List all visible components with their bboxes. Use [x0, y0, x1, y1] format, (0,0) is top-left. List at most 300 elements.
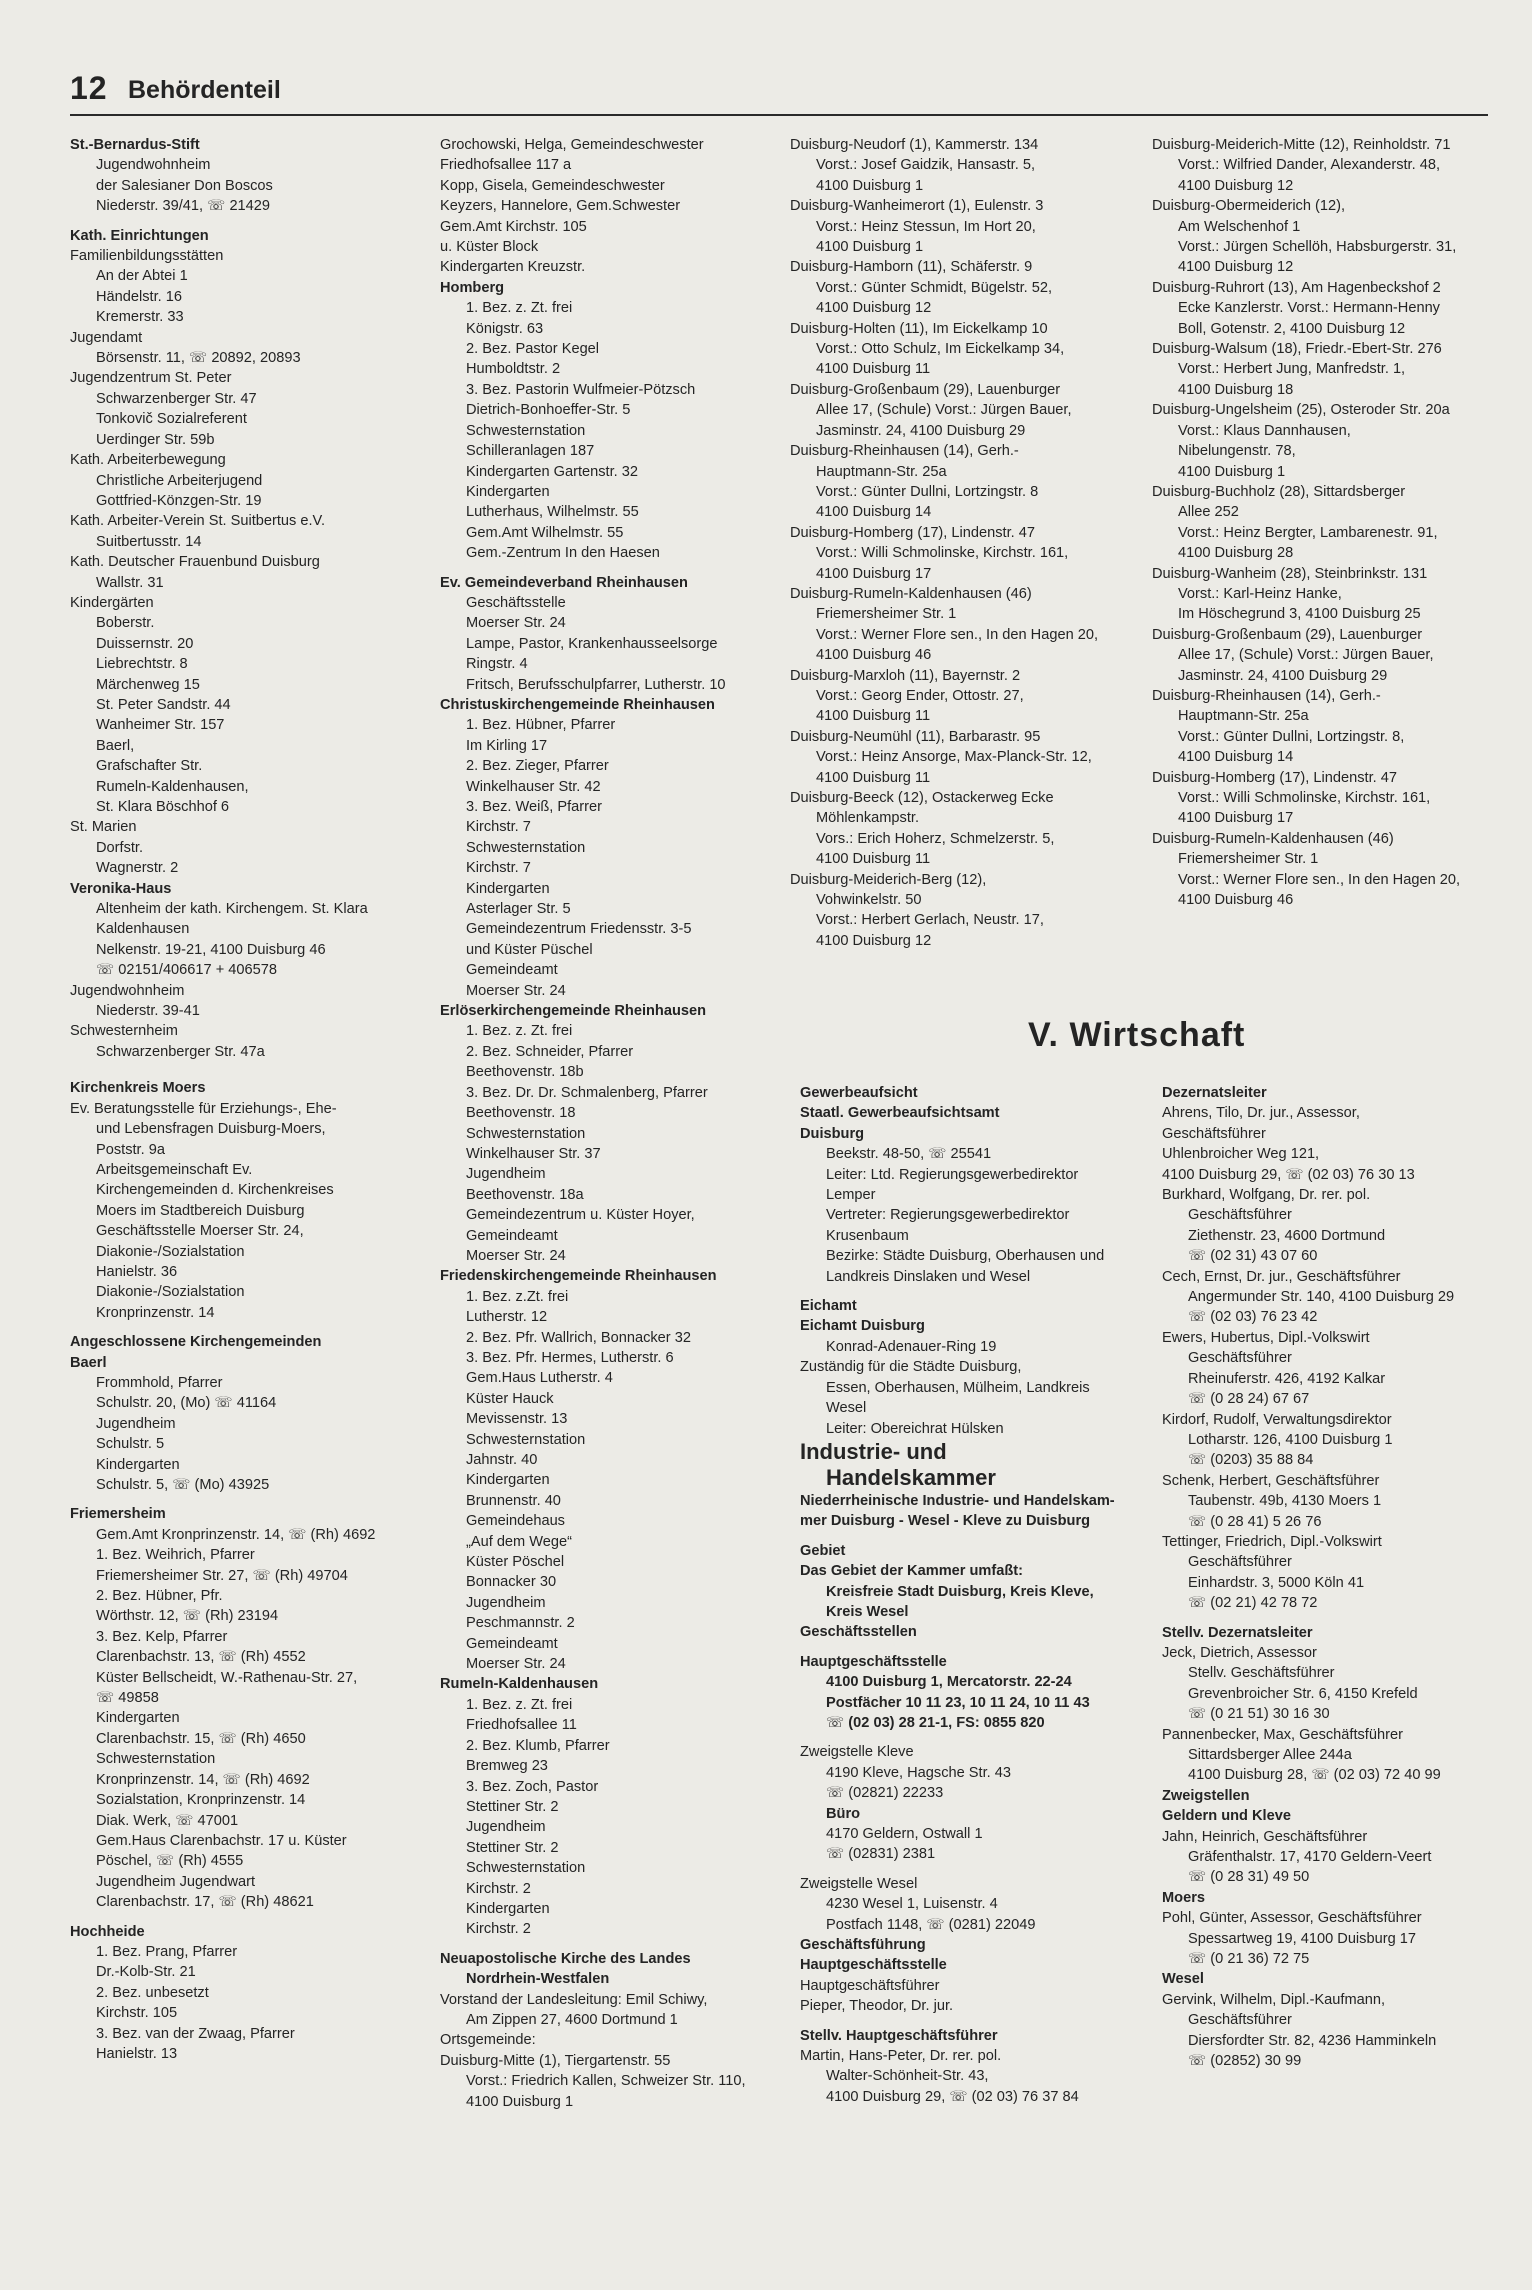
entry-line: 3. Bez. Weiß, Pfarrer	[466, 799, 602, 815]
column-1	[70, 135, 445, 2285]
entry-line: Kirchstr. 2	[466, 1880, 531, 1897]
entry-line: Lotharstr. 126, 4100 Duisburg 1	[1188, 1431, 1393, 1448]
entry-line: Duisburg-Meiderich-Mitte (12), Reinholdstr. 71	[1152, 137, 1451, 153]
entry-line: 4100 Duisburg 17	[1178, 810, 1294, 827]
entry-line: Gottfried-Könzgen-Str. 19	[96, 492, 262, 509]
spacer	[70, 1323, 445, 1332]
entry-line: Küster Hauck	[466, 1390, 554, 1407]
entry-line: Vorst.: Werner Flore sen., In den Hagen 20,	[816, 626, 1099, 643]
entry-line: 4100 Duisburg 18	[1178, 381, 1294, 398]
entry-line: Duisburg-Rheinhausen (14), Gerh.-	[790, 443, 1019, 460]
entry-line: Kindergarten	[96, 1710, 180, 1727]
entry-line: Spessartweg 19, 4100 Duisburg 17	[1188, 1930, 1416, 1947]
entry-line: Friemersheimer Str. 27, ☏ (Rh) 49704	[96, 1567, 348, 1584]
entry-line: Geschäftsstelle	[466, 594, 566, 611]
entry-line: Landkreis Dinslaken und Wesel	[826, 1268, 1031, 1285]
entry-line: Gemeindeamt	[466, 962, 558, 979]
spacer	[440, 1940, 785, 1949]
entry-line: Am Welschenhof 1	[1178, 218, 1301, 235]
spacer	[70, 1495, 445, 1504]
entry-line: Taubenstr. 49b, 4130 Moers 1	[1188, 1493, 1382, 1510]
entry-line: Tettinger, Friedrich, Dipl.-Volkswirt	[1162, 1533, 1382, 1550]
entry-line: Vorst.: Günter Dullni, Lortzingstr. 8,	[1178, 728, 1405, 745]
entry-line: Im Höschegrund 3, 4100 Duisburg 25	[1178, 606, 1421, 623]
entry-line: Kaldenhausen	[96, 921, 190, 938]
entry-line: Moerser Str. 24	[466, 982, 566, 999]
entry-line: Konrad-Adenauer-Ring 19	[826, 1338, 997, 1355]
entry-line: Grevenbroicher Str. 6, 4150 Krefeld	[1188, 1685, 1418, 1702]
entry-line: Vorst.: Josef Gaidzik, Hansastr. 5,	[816, 157, 1035, 174]
entry-line: ☏ (0 21 51) 30 16 30	[1188, 1706, 1330, 1723]
entry-line: 4100 Duisburg 11	[816, 361, 931, 378]
entry-line: Friedhofsallee 117 a	[440, 157, 572, 174]
entry-line: Schenk, Herbert, Geschäftsführer	[1162, 1472, 1380, 1489]
entry-line: 1. Bez. Hübner, Pfarrer	[466, 717, 616, 734]
entry-line: Niederstr. 39/41, ☏ 21429	[96, 198, 271, 215]
entry-line: Schilleranlagen 187	[466, 443, 595, 460]
entry-line: Königstr. 63	[466, 320, 544, 337]
entry-line: Friemersheimer Str. 1	[816, 606, 957, 623]
entry-line: ☏ (0 21 36) 72 75	[1188, 1951, 1310, 1968]
entry-line: Märchenweg 15	[96, 676, 200, 693]
entry-line: Hauptgeschäftsführer	[800, 1977, 940, 1994]
entry-line: Pöschel, ☏ (Rh) 4555	[96, 1853, 244, 1870]
entry-line: 4100 Duisburg 1	[816, 239, 924, 256]
entry-line: St. Marien	[70, 819, 137, 836]
entry-line: ☏ (02 21) 42 78 72	[1188, 1595, 1318, 1612]
entry-line: Schwesternstation	[466, 1860, 586, 1877]
entry-line: 3. Bez. Pastorin Wulfmeier-Pötzsch	[466, 381, 696, 398]
entry-line: Vorst.: Günter Dullni, Lortzingstr. 8	[816, 483, 1039, 500]
entry-line: Altenheim der kath. Kirchengem. St. Klara	[96, 901, 368, 918]
entry-line: Gem.Amt Wilhelmstr. 55	[466, 524, 624, 541]
column-3	[790, 135, 1155, 995]
entry-heading: Gewerbeaufsicht	[800, 1085, 918, 1101]
entry-line: Burkhard, Wolfgang, Dr. rer. pol.	[1162, 1187, 1371, 1204]
entry-line: Jugendheim	[466, 1594, 546, 1611]
entry-line: Jugendheim	[466, 1166, 546, 1183]
entry-line: Kindergärten	[70, 594, 154, 611]
entry-line: Kopp, Gisela, Gemeindeschwester	[440, 177, 665, 194]
entry-heading: Erlöserkirchengemeinde Rheinhausen	[440, 1003, 707, 1020]
entry-line: 4100 Duisburg 12	[1178, 259, 1294, 276]
entry-line: Lampe, Pastor, Krankenhausseelsorge	[466, 635, 718, 652]
entry-heading: Niederrheinische Industrie- und Handelskam-	[800, 1492, 1115, 1509]
entry-heading: Industrie- und	[800, 1438, 947, 1464]
entry-line: ☏ (02 03) 76 23 42	[1188, 1309, 1318, 1326]
column-2	[440, 135, 785, 2285]
entry-line: Winkelhauser Str. 42	[466, 778, 601, 795]
entry-line: ☏ (0 28 24) 67 67	[1188, 1391, 1310, 1408]
entry-line: 4100 Duisburg 11	[816, 708, 931, 725]
entry-heading: Hochheide	[70, 1923, 145, 1940]
entry-line: Moerser Str. 24	[466, 1247, 566, 1264]
entry-line: Gem.Amt Kronprinzenstr. 14, ☏ (Rh) 4692	[96, 1526, 376, 1543]
entry-line: Gem.Haus Lutherstr. 4	[466, 1370, 613, 1387]
entry-line: Kirchstr. 105	[96, 2005, 178, 2022]
entry-line: Beethovenstr. 18	[466, 1105, 576, 1122]
entry-line: Bremweg 23	[466, 1758, 548, 1775]
entry-line: Ewers, Hubertus, Dipl.-Volkswirt	[1162, 1329, 1370, 1346]
entry-heading: Dezernatsleiter	[1162, 1085, 1267, 1101]
entry-line: 3. Bez. Pfr. Hermes, Lutherstr. 6	[466, 1349, 674, 1366]
entry-heading: Kath. Einrichtungen	[70, 227, 209, 244]
entry-line: 1. Bez. Prang, Pfarrer	[96, 1943, 238, 1960]
entry-line: Poststr. 9a	[96, 1141, 165, 1158]
entry-line: Zweigstelle Wesel	[800, 1875, 918, 1892]
entry-line: 2. Bez. Zieger, Pfarrer	[466, 758, 609, 775]
entry-line: Grochowski, Helga, Gemeindeschwester	[440, 137, 704, 153]
entry-line: Nibelungenstr. 78,	[1178, 443, 1296, 460]
entry-line: Möhlenkampstr.	[816, 810, 920, 827]
entry-line: Tonkovič Sozialreferent	[96, 411, 247, 428]
entry-line: Gemeindeamt	[466, 1227, 558, 1244]
entry-line: Sittardsberger Allee 244a	[1188, 1747, 1352, 1763]
entry-line: 4100 Duisburg 1	[466, 2093, 574, 2110]
entry-line: Jugendheim	[96, 1415, 176, 1432]
entry-line: Vorst.: Heinz Bergter, Lambarenestr. 91,	[1178, 524, 1438, 541]
entry-line: Gemeindehaus	[466, 1513, 565, 1530]
entry-line: Angermunder Str. 140, 4100 Duisburg 29	[1188, 1289, 1455, 1306]
spacer	[70, 1913, 445, 1922]
entry-heading: Geschäftsführung	[800, 1937, 926, 1954]
entry-line: Geschäftsführer	[1188, 1207, 1292, 1224]
entry-line: 2. Bez. unbesetzt	[96, 1984, 209, 2001]
entry-heading: St.-Bernardus-Stift	[70, 137, 200, 153]
entry-line: Krusenbaum	[826, 1227, 909, 1244]
entry-line: und Küster Püschel	[466, 941, 593, 958]
entry-line: Am Zippen 27, 4600 Dortmund 1	[466, 2011, 678, 2028]
entry-line: 2. Bez. Hübner, Pfr.	[96, 1588, 223, 1605]
spacer	[800, 1643, 1140, 1652]
entry-line: Vorst.: Wilfried Dander, Alexanderstr. 48,	[1178, 157, 1441, 174]
entry-line: Duisburg-Neudorf (1), Kammerstr. 134	[790, 137, 1039, 153]
entry-line: ☏ (0 28 41) 5 26 76	[1188, 1513, 1322, 1530]
page-header	[70, 70, 1488, 116]
entry-line: ☏ (0203) 35 88 84	[1188, 1452, 1314, 1469]
entry-line: Kindergarten	[466, 1900, 550, 1917]
entry-heading: Nordrhein-Westfalen	[466, 1971, 610, 1988]
entry-heading: Ev. Gemeindeverband Rheinhausen	[440, 574, 688, 591]
entry-line: Wesel	[826, 1400, 867, 1417]
entry-line: Nelkenstr. 19-21, 4100 Duisburg 46	[96, 941, 326, 958]
page-number: 12	[70, 70, 108, 106]
entry-line: Allee 252	[1178, 504, 1239, 521]
entry-line: Lutherstr. 12	[466, 1309, 548, 1326]
entry-line: Jeck, Dietrich, Assessor	[1162, 1644, 1317, 1661]
entry-line: Vorst.: Otto Schulz, Im Eickelkamp 34,	[816, 341, 1065, 358]
entry-heading: Stellv. Dezernatsleiter	[1162, 1624, 1313, 1641]
entry-line: Vorst.: Georg Ender, Ottostr. 27,	[816, 687, 1024, 704]
entry-line: Hanielstr. 13	[96, 2045, 178, 2062]
entry-line: Clarenbachstr. 13, ☏ (Rh) 4552	[96, 1649, 306, 1666]
entry-line: ☏ 02151/406617 + 406578	[96, 962, 277, 979]
entry-line: Schwesternstation	[466, 422, 586, 439]
entry-line: Moerser Str. 24	[466, 615, 566, 632]
entry-line: Duisburg-Mitte (1), Tiergartenstr. 55	[440, 2052, 671, 2069]
entry-line: Jahnstr. 40	[466, 1452, 538, 1468]
entry-line: Kindergarten	[466, 1472, 550, 1489]
entry-line: Gemeindezentrum u. Küster Hoyer,	[466, 1207, 695, 1224]
entry-line: Zweigstelle Kleve	[800, 1744, 914, 1761]
entry-line: Vorst.: Herbert Gerlach, Neustr. 17,	[816, 912, 1044, 929]
entry-line: Beekstr. 48-50, ☏ 25541	[826, 1146, 992, 1163]
entry-line: Duisburg-Rumeln-Kaldenhausen (46)	[1152, 830, 1394, 847]
entry-line: Frommhold, Pfarrer	[96, 1374, 223, 1391]
entry-line: Moers im Stadtbereich Duisburg	[96, 1202, 305, 1219]
entry-line: St. Peter Sandstr. 44	[96, 696, 231, 713]
entry-line: Beethovenstr. 18b	[466, 1064, 584, 1081]
entry-line: 4100 Duisburg 14	[816, 504, 932, 521]
spacer	[800, 2017, 1140, 2026]
entry-line: Einhardstr. 3, 5000 Köln 41	[1188, 1574, 1365, 1591]
entry-line: 4100 Duisburg 28, ☏ (02 03) 72 40 99	[1188, 1767, 1441, 1784]
entry-line: Jugendzentrum St. Peter	[70, 370, 232, 387]
entry-line: 4100 Duisburg 12	[816, 300, 932, 317]
entry-line: Ziethenstr. 23, 4600 Dortmund	[1188, 1227, 1386, 1244]
entry-line: Ahrens, Tilo, Dr. jur., Assessor,	[1162, 1105, 1360, 1122]
entry-line: Martin, Hans-Peter, Dr. rer. pol.	[800, 2048, 1002, 2065]
entry-heading: ☏ (02 03) 28 21-1, FS: 0855 820	[826, 1714, 1045, 1731]
entry-line: Diak. Werk, ☏ 47001	[96, 1812, 239, 1829]
entry-line: Brunnenstr. 40	[466, 1492, 561, 1509]
entry-line: Jugendheim	[466, 1819, 546, 1836]
entry-line: 2. Bez. Schneider, Pfarrer	[466, 1043, 634, 1060]
entry-line: 2. Bez. Klumb, Pfarrer	[466, 1737, 610, 1754]
entry-line: Schwesternheim	[70, 1023, 178, 1040]
entry-line: Gem.Amt Kirchstr. 105	[440, 218, 587, 235]
entry-line: Gemeindezentrum Friedensstr. 3-5	[466, 921, 692, 938]
entry-line: Jugendheim Jugendwart	[96, 1873, 256, 1890]
column-4	[1152, 135, 1522, 995]
entry-line: Leiter: Obereichrat Hülsken	[826, 1420, 1004, 1437]
entry-line: ☏ (0 28 31) 49 50	[1188, 1869, 1310, 1886]
entry-line: Kath. Arbeiter-Verein St. Suitbertus e.V.	[70, 513, 325, 530]
entry-line: 4190 Kleve, Hagsche Str. 43	[826, 1764, 1011, 1781]
entry-line: 4100 Duisburg 1	[1178, 463, 1286, 480]
entry-heading: Gebiet	[800, 1542, 846, 1559]
entry-line: Arbeitsgemeinschaft Ev.	[96, 1161, 253, 1178]
entry-line: 2. Bez. Pastor Kegel	[466, 341, 600, 358]
entry-line: Duisburg-Marxloh (11), Bayernstr. 2	[790, 667, 1021, 684]
entry-line: Vohwinkelstr. 50	[816, 892, 922, 909]
entry-heading: Christuskirchengemeinde Rheinhausen	[440, 696, 715, 713]
spacer	[440, 564, 785, 573]
entry-line: 4100 Duisburg 14	[1178, 749, 1294, 766]
entry-line: Geschäftsführer	[1188, 2012, 1292, 2029]
entry-line: Jugendwohnheim	[96, 157, 211, 174]
entry-line: Vorst.: Heinz Ansorge, Max-Planck-Str. 12,	[816, 749, 1092, 766]
entry-line: Duisburg-Holten (11), Im Eickelkamp 10	[790, 320, 1048, 337]
entry-line: Duisburg-Meiderich-Berg (12),	[790, 871, 987, 888]
entry-heading: Friedenskirchengemeinde Rheinhausen	[440, 1268, 717, 1285]
entry-line: Schulstr. 5, ☏ (Mo) 43925	[96, 1477, 270, 1493]
entry-heading: Rumeln-Kaldenhausen	[440, 1676, 599, 1693]
entry-line: ☏ (02821) 22233	[826, 1785, 944, 1802]
entry-line: Händelstr. 16	[96, 288, 182, 305]
entry-heading: Hauptgeschäftsstelle	[800, 1653, 947, 1670]
entry-line: Duisburg-Wanheimerort (1), Eulenstr. 3	[790, 198, 1044, 215]
entry-line: 4100 Duisburg 12	[1178, 177, 1294, 194]
entry-heading: Kreisfreie Stadt Duisburg, Kreis Kleve,	[826, 1583, 1094, 1600]
entry-line: Humboldtstr. 2	[466, 361, 561, 378]
entry-line: Diersfordter Str. 82, 4236 Hamminkeln	[1188, 2032, 1437, 2049]
entry-line: Börsenstr. 11, ☏ 20892, 20893	[96, 350, 301, 367]
entry-line: Boll, Gotenstr. 2, 4100 Duisburg 12	[1178, 320, 1406, 337]
entry-line: Duisburg-Beeck (12), Ostackerweg Ecke	[790, 790, 1054, 806]
entry-line: Friemersheimer Str. 1	[1178, 851, 1319, 868]
entry-line: Jasminstr. 24, 4100 Duisburg 29	[816, 422, 1026, 439]
entry-line: Kath. Deutscher Frauenbund Duisburg	[70, 554, 320, 571]
entry-line: Geschäftsführer	[1188, 1554, 1292, 1571]
entry-heading: Zweigstellen	[1162, 1787, 1250, 1804]
entry-line: Duisburg-Großenbaum (29), Lauenburger	[790, 381, 1061, 398]
entry-line: Hanielstr. 36	[96, 1263, 178, 1280]
entry-heading: Eichamt	[800, 1298, 857, 1315]
entry-heading: Homberg	[440, 279, 505, 296]
entry-line: An der Abtei 1	[96, 268, 188, 285]
entry-line: Uhlenbroicher Weg 121,	[1162, 1146, 1320, 1163]
entry-heading: Wesel	[1162, 1971, 1204, 1988]
entry-line: 4100 Duisburg 12	[816, 932, 932, 949]
entry-line: Küster Bellscheidt, W.-Rathenau-Str. 27,	[96, 1669, 358, 1686]
entry-heading: Duisburg	[800, 1125, 865, 1142]
entry-line: Vorstand der Landesleitung: Emil Schiwy,	[440, 1991, 708, 2008]
entry-line: Baerl,	[96, 737, 135, 754]
entry-line: Jugendwohnheim	[70, 982, 185, 999]
entry-line: ☏ (02831) 2381	[826, 1846, 936, 1863]
entry-line: Schwesternstation	[466, 839, 586, 856]
entry-line: Boberstr.	[96, 615, 155, 632]
entry-line: Beethovenstr. 18a	[466, 1186, 584, 1203]
entry-line: Kirchstr. 7	[466, 860, 531, 877]
entry-line: 4100 Duisburg 11	[816, 769, 931, 786]
entry-line: Familienbildungsstätten	[70, 248, 224, 265]
entry-line: 1. Bez. Weihrich, Pfarrer	[96, 1547, 255, 1564]
entry-line: ☏ 49858	[96, 1690, 159, 1707]
entry-line: Ringstr. 4	[466, 656, 528, 673]
entry-line: Allee 17, (Schule) Vorst.: Jürgen Bauer,	[1178, 647, 1434, 664]
entry-line: Kindergarten	[466, 880, 550, 897]
entry-line: und Lebensfragen Duisburg-Moers,	[96, 1121, 326, 1138]
entry-line: Vorst.: Jürgen Schellöh, Habsburgerstr. 31,	[1178, 239, 1457, 256]
entry-line: Vorst.: Günter Schmidt, Bügelstr. 52,	[816, 279, 1053, 296]
entry-line: Duisburg-Neumühl (11), Barbarastr. 95	[790, 728, 1041, 745]
entry-heading: Eichamt Duisburg	[800, 1318, 925, 1335]
entry-line: Rumeln-Kaldenhausen,	[96, 778, 249, 795]
entry-line: Gem.-Zentrum In den Haesen	[466, 545, 660, 562]
entry-line: Dorfstr.	[96, 839, 144, 856]
entry-line: Kindergarten	[466, 483, 550, 500]
entry-line: Postfach 1148, ☏ (0281) 22049	[826, 1916, 1036, 1933]
entry-line: Gervink, Wilhelm, Dipl.-Kaufmann,	[1162, 1991, 1386, 2008]
entry-heading: Stellv. Hauptgeschäftsführer	[800, 2027, 998, 2044]
entry-line: Gemeindeamt	[466, 1635, 558, 1652]
entry-line: 4100 Duisburg 46	[1178, 892, 1294, 909]
entry-heading: Veronika-Haus	[70, 880, 172, 897]
entry-line: Bezirke: Städte Duisburg, Oberhausen und	[826, 1248, 1105, 1265]
section-heading-wirtschaft: V. Wirtschaft	[1028, 1016, 1246, 1054]
entry-line: 3. Bez. Kelp, Pfarrer	[96, 1628, 228, 1645]
entry-line: Geschäftsführer	[1188, 1350, 1292, 1367]
entry-line: Hauptmann-Str. 25a	[816, 463, 947, 480]
entry-line: 4100 Duisburg 1	[816, 177, 924, 194]
entry-line: Schwesternstation	[96, 1751, 216, 1768]
entry-heading: Friemersheim	[70, 1506, 166, 1523]
entry-line: Suitbertusstr. 14	[96, 533, 202, 550]
entry-line: Schwesternstation	[466, 1431, 586, 1448]
column-3-wirtschaft	[800, 1083, 1140, 2283]
column-4-wirtschaft	[1162, 1083, 1522, 2283]
entry-heading: 4100 Duisburg 1, Mercatorstr. 22-24	[826, 1674, 1072, 1691]
entry-line: Peschmannstr. 2	[466, 1615, 575, 1632]
entry-line: Schulstr. 5	[96, 1436, 165, 1453]
entry-line: Vorst.: Werner Flore sen., In den Hagen 20,	[1178, 871, 1461, 888]
entry-line: 3. Bez. van der Zwaag, Pfarrer	[96, 2025, 295, 2042]
entry-line: Clarenbachstr. 17, ☏ (Rh) 48621	[96, 1894, 314, 1911]
entry-line: Kindergarten Kreuzstr.	[440, 259, 586, 276]
entry-line: Jahn, Heinrich, Geschäftsführer	[1162, 1828, 1368, 1845]
entry-line: 4100 Duisburg 29, ☏ (02 03) 76 30 13	[1162, 1166, 1415, 1183]
entry-heading: Moers	[1162, 1889, 1205, 1906]
entry-line: Duissernstr. 20	[96, 635, 194, 652]
entry-line: Clarenbachstr. 15, ☏ (Rh) 4650	[96, 1730, 306, 1747]
entry-line: Kirdorf, Rudolf, Verwaltungsdirektor	[1162, 1411, 1392, 1428]
entry-line: Rheinuferstr. 426, 4192 Kalkar	[1188, 1370, 1386, 1387]
entry-line: Schwesternstation	[466, 1125, 586, 1142]
entry-line: Pieper, Theodor, Dr. jur.	[800, 1998, 954, 2015]
entry-line: Kronprinzenstr. 14	[96, 1304, 215, 1321]
entry-line: Uerdinger Str. 59b	[96, 431, 215, 448]
entry-line: Vorst.: Klaus Dannhausen,	[1178, 422, 1351, 439]
entry-line: 2. Bez. Pfr. Wallrich, Bonnacker 32	[466, 1329, 691, 1346]
entry-line: Gräfenthalstr. 17, 4170 Geldern-Veert	[1188, 1849, 1432, 1866]
entry-line: Geschäftsführer	[1162, 1125, 1266, 1142]
entry-line: Diakonie-/Sozialstation	[96, 1284, 245, 1301]
entry-line: Schwarzenberger Str. 47a	[96, 1043, 265, 1060]
entry-line: Jugendamt	[70, 329, 143, 346]
entry-line: Vorst.: Friedrich Kallen, Schweizer Str. 110,	[466, 2073, 746, 2090]
entry-line: 4100 Duisburg 17	[816, 565, 932, 582]
entry-line: Walter-Schönheit-Str. 43,	[826, 2068, 989, 2085]
entry-line: Stellv. Geschäftsführer	[1188, 1665, 1335, 1682]
entry-line: Vorst.: Willi Schmolinske, Kirchstr. 161,	[816, 545, 1069, 562]
entry-line: Dietrich-Bonhoeffer-Str. 5	[466, 402, 631, 419]
entry-heading: Geschäftsstellen	[800, 1624, 917, 1641]
entry-line: 4100 Duisburg 46	[816, 647, 932, 664]
entry-line: St. Klara Böschhof 6	[96, 799, 230, 815]
entry-line: Geschäftsstelle Moerser Str. 24,	[96, 1223, 304, 1240]
entry-line: Pannenbecker, Max, Geschäftsführer	[1162, 1726, 1403, 1743]
entry-line: Vorst.: Herbert Jung, Manfredstr. 1,	[1178, 361, 1406, 378]
entry-line: 4100 Duisburg 29, ☏ (02 03) 76 37 84	[826, 2088, 1079, 2105]
entry-heading: Hauptgeschäftsstelle	[800, 1957, 947, 1974]
entry-line: 1. Bez. z. Zt. frei	[466, 1696, 573, 1713]
entry-line: Kindergarten	[96, 1456, 180, 1473]
entry-line: 1. Bez. z. Zt. frei	[466, 1023, 573, 1040]
entry-heading: Angeschlossene Kirchengemeinden	[70, 1334, 322, 1351]
entry-line: Duisburg-Ruhrort (13), Am Hagenbeckshof 2	[1152, 279, 1441, 296]
entry-line: Friedhofsallee 11	[466, 1717, 577, 1734]
entry-line: Duisburg-Rumeln-Kaldenhausen (46)	[790, 585, 1032, 602]
entry-line: 1. Bez. z. Zt. frei	[466, 300, 573, 317]
entry-line: Zuständig für die Städte Duisburg,	[800, 1359, 1022, 1376]
spacer	[1162, 1614, 1522, 1623]
entry-line: Ev. Beratungsstelle für Erziehungs-, Ehe-	[70, 1100, 337, 1117]
entry-line: 4230 Wesel 1, Luisenstr. 4	[826, 1896, 998, 1913]
entry-line: Schulstr. 20, (Mo) ☏ 41164	[96, 1395, 277, 1412]
entry-line: Diakonie-/Sozialstation	[96, 1243, 245, 1260]
